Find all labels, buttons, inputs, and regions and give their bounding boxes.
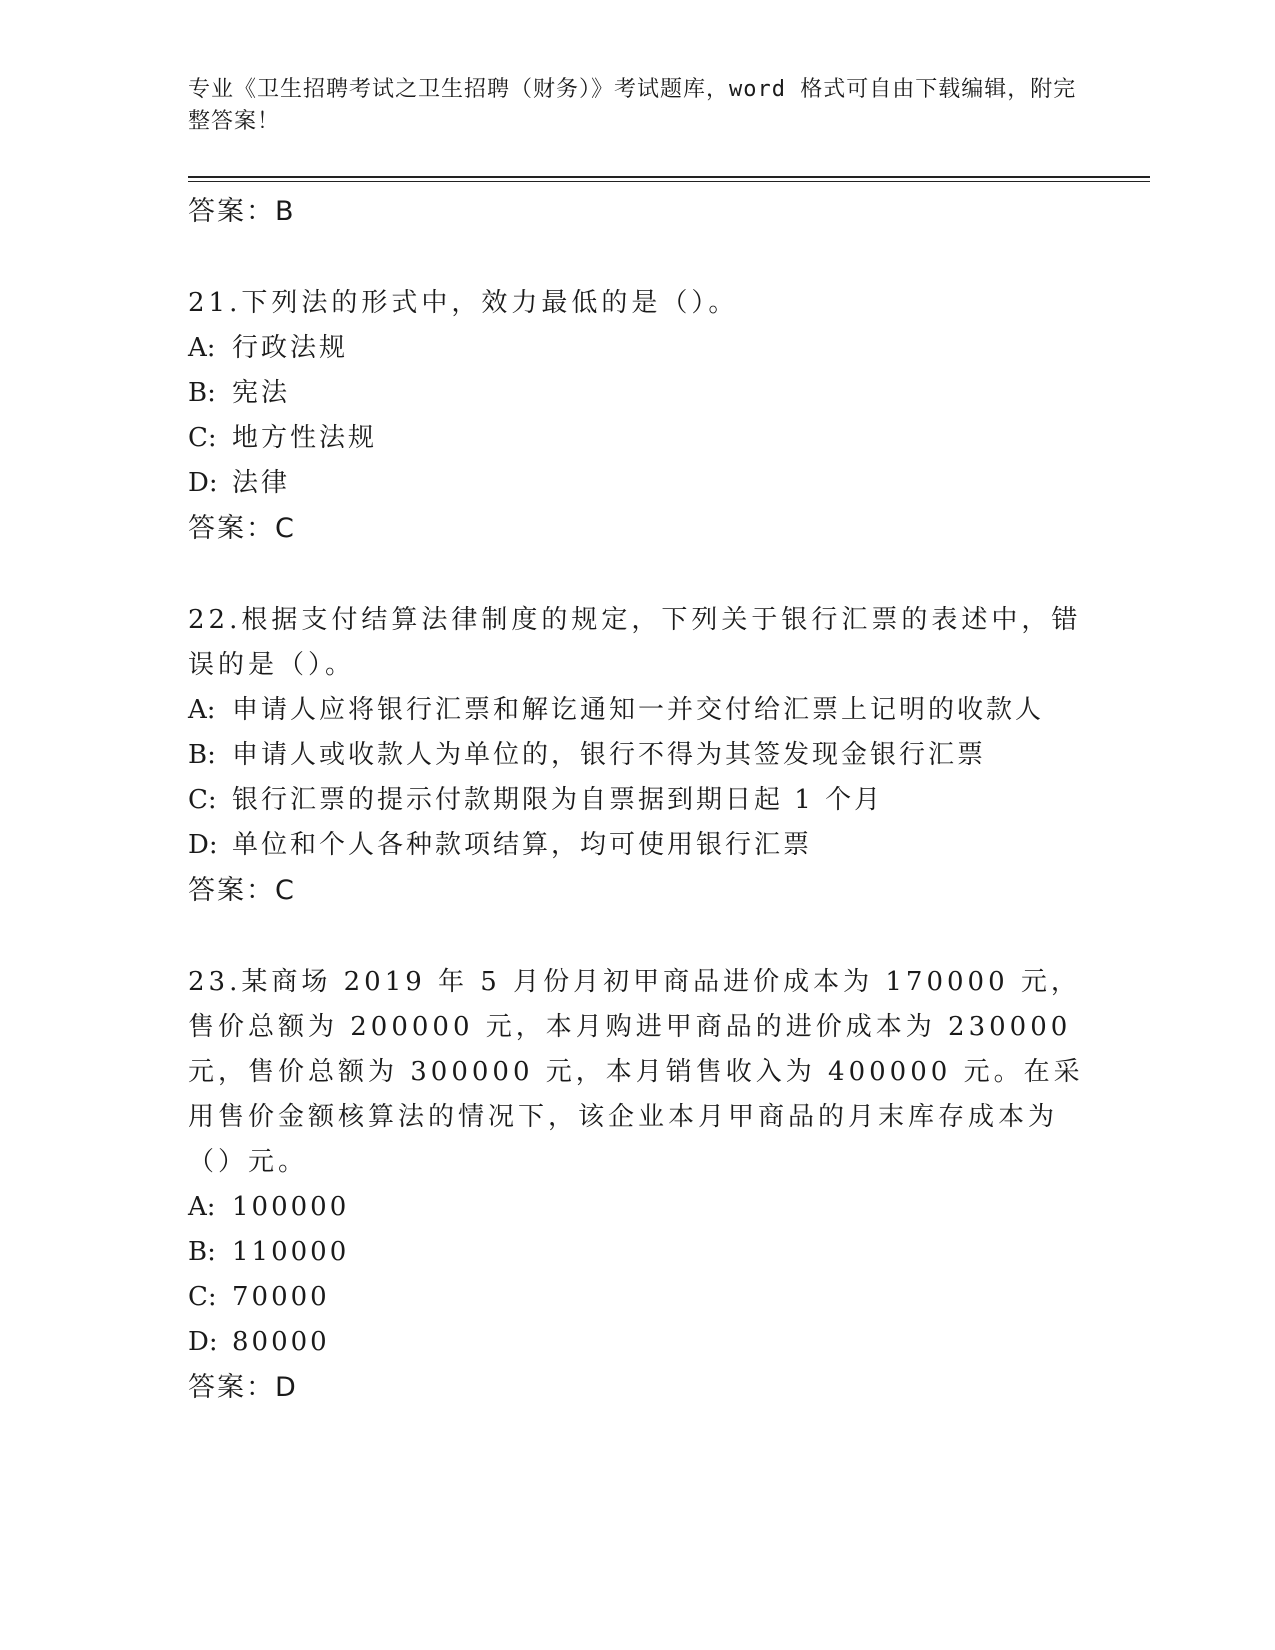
- option-d: [188, 461, 1088, 506]
- option-c: [188, 416, 1088, 461]
- question-stem: 21.下列法的形式中，效力最低的是（）。: [188, 288, 739, 318]
- option-key: A:: [188, 333, 216, 363]
- option-key: C:: [188, 423, 217, 453]
- option-key: B:: [188, 740, 216, 770]
- option-key: B:: [188, 1237, 216, 1267]
- option-key: D:: [188, 830, 218, 860]
- question-answer: 答案：C: [188, 513, 296, 544]
- option-key: A:: [188, 695, 216, 725]
- option-key: D:: [188, 1327, 218, 1357]
- option-text: 100000: [232, 1192, 350, 1222]
- question-22: [188, 598, 1088, 913]
- option-text: 法律: [232, 468, 291, 498]
- option-text: 110000: [232, 1237, 350, 1267]
- option-a: [188, 326, 1088, 371]
- question-21: [188, 281, 1088, 551]
- option-b: [188, 371, 1088, 416]
- option-text: 地方性法规: [232, 423, 378, 453]
- option-b: [188, 733, 1088, 778]
- option-key: D:: [188, 468, 218, 498]
- option-a: [188, 1185, 1088, 1230]
- question-answer: 答案：D: [188, 1372, 298, 1403]
- option-text: 宪法: [232, 378, 291, 408]
- option-text: 80000: [232, 1327, 330, 1357]
- header-divider-thin: [188, 181, 1150, 182]
- option-text: 70000: [232, 1282, 330, 1312]
- option-key: B:: [188, 378, 216, 408]
- option-c: [188, 778, 1088, 823]
- option-text: 单位和个人各种款项结算，均可使用银行汇票: [232, 830, 813, 860]
- option-text: 申请人或收款人为单位的，银行不得为其签发现金银行汇票: [232, 740, 987, 770]
- option-d: [188, 1320, 1088, 1365]
- question-answer: 答案：C: [188, 875, 296, 906]
- option-text: 银行汇票的提示付款期限为自票据到期日起 1 个月: [232, 785, 884, 815]
- option-d: [188, 823, 1088, 868]
- question-list: [188, 189, 1088, 1410]
- option-key: A:: [188, 1192, 216, 1222]
- document-header: 专业《卫生招聘考试之卫生招聘（财务）》考试题库，word 格式可自由下载编辑，附完整答案！: [188, 77, 1077, 134]
- previous-question-answer: 答案：B: [188, 196, 296, 227]
- question-23: [188, 960, 1088, 1410]
- option-b: [188, 1230, 1088, 1275]
- option-text: 申请人应将银行汇票和解讫通知一并交付给汇票上记明的收款人: [232, 695, 1045, 725]
- header-divider-thick: [188, 176, 1150, 178]
- option-key: C:: [188, 1282, 217, 1312]
- option-key: C:: [188, 785, 217, 815]
- option-a: [188, 688, 1088, 733]
- question-stem: 23.某商场 2019 年 5 月份月初甲商品进价成本为 170000 元，售价总额为 200000 元，本月购进甲商品的进价成本为 230000 元，售价总额为 300000 元，本月销售收入为 400000 元。在采用售价金额核算法的情况下，该企业本月甲商品的月末库存成本为（）元。: [188, 967, 1084, 1177]
- option-text: 行政法规: [232, 333, 349, 363]
- question-stem: 22.根据支付结算法律制度的规定，下列关于银行汇票的表述中，错误的是（）。: [188, 605, 1082, 680]
- option-c: [188, 1275, 1088, 1320]
